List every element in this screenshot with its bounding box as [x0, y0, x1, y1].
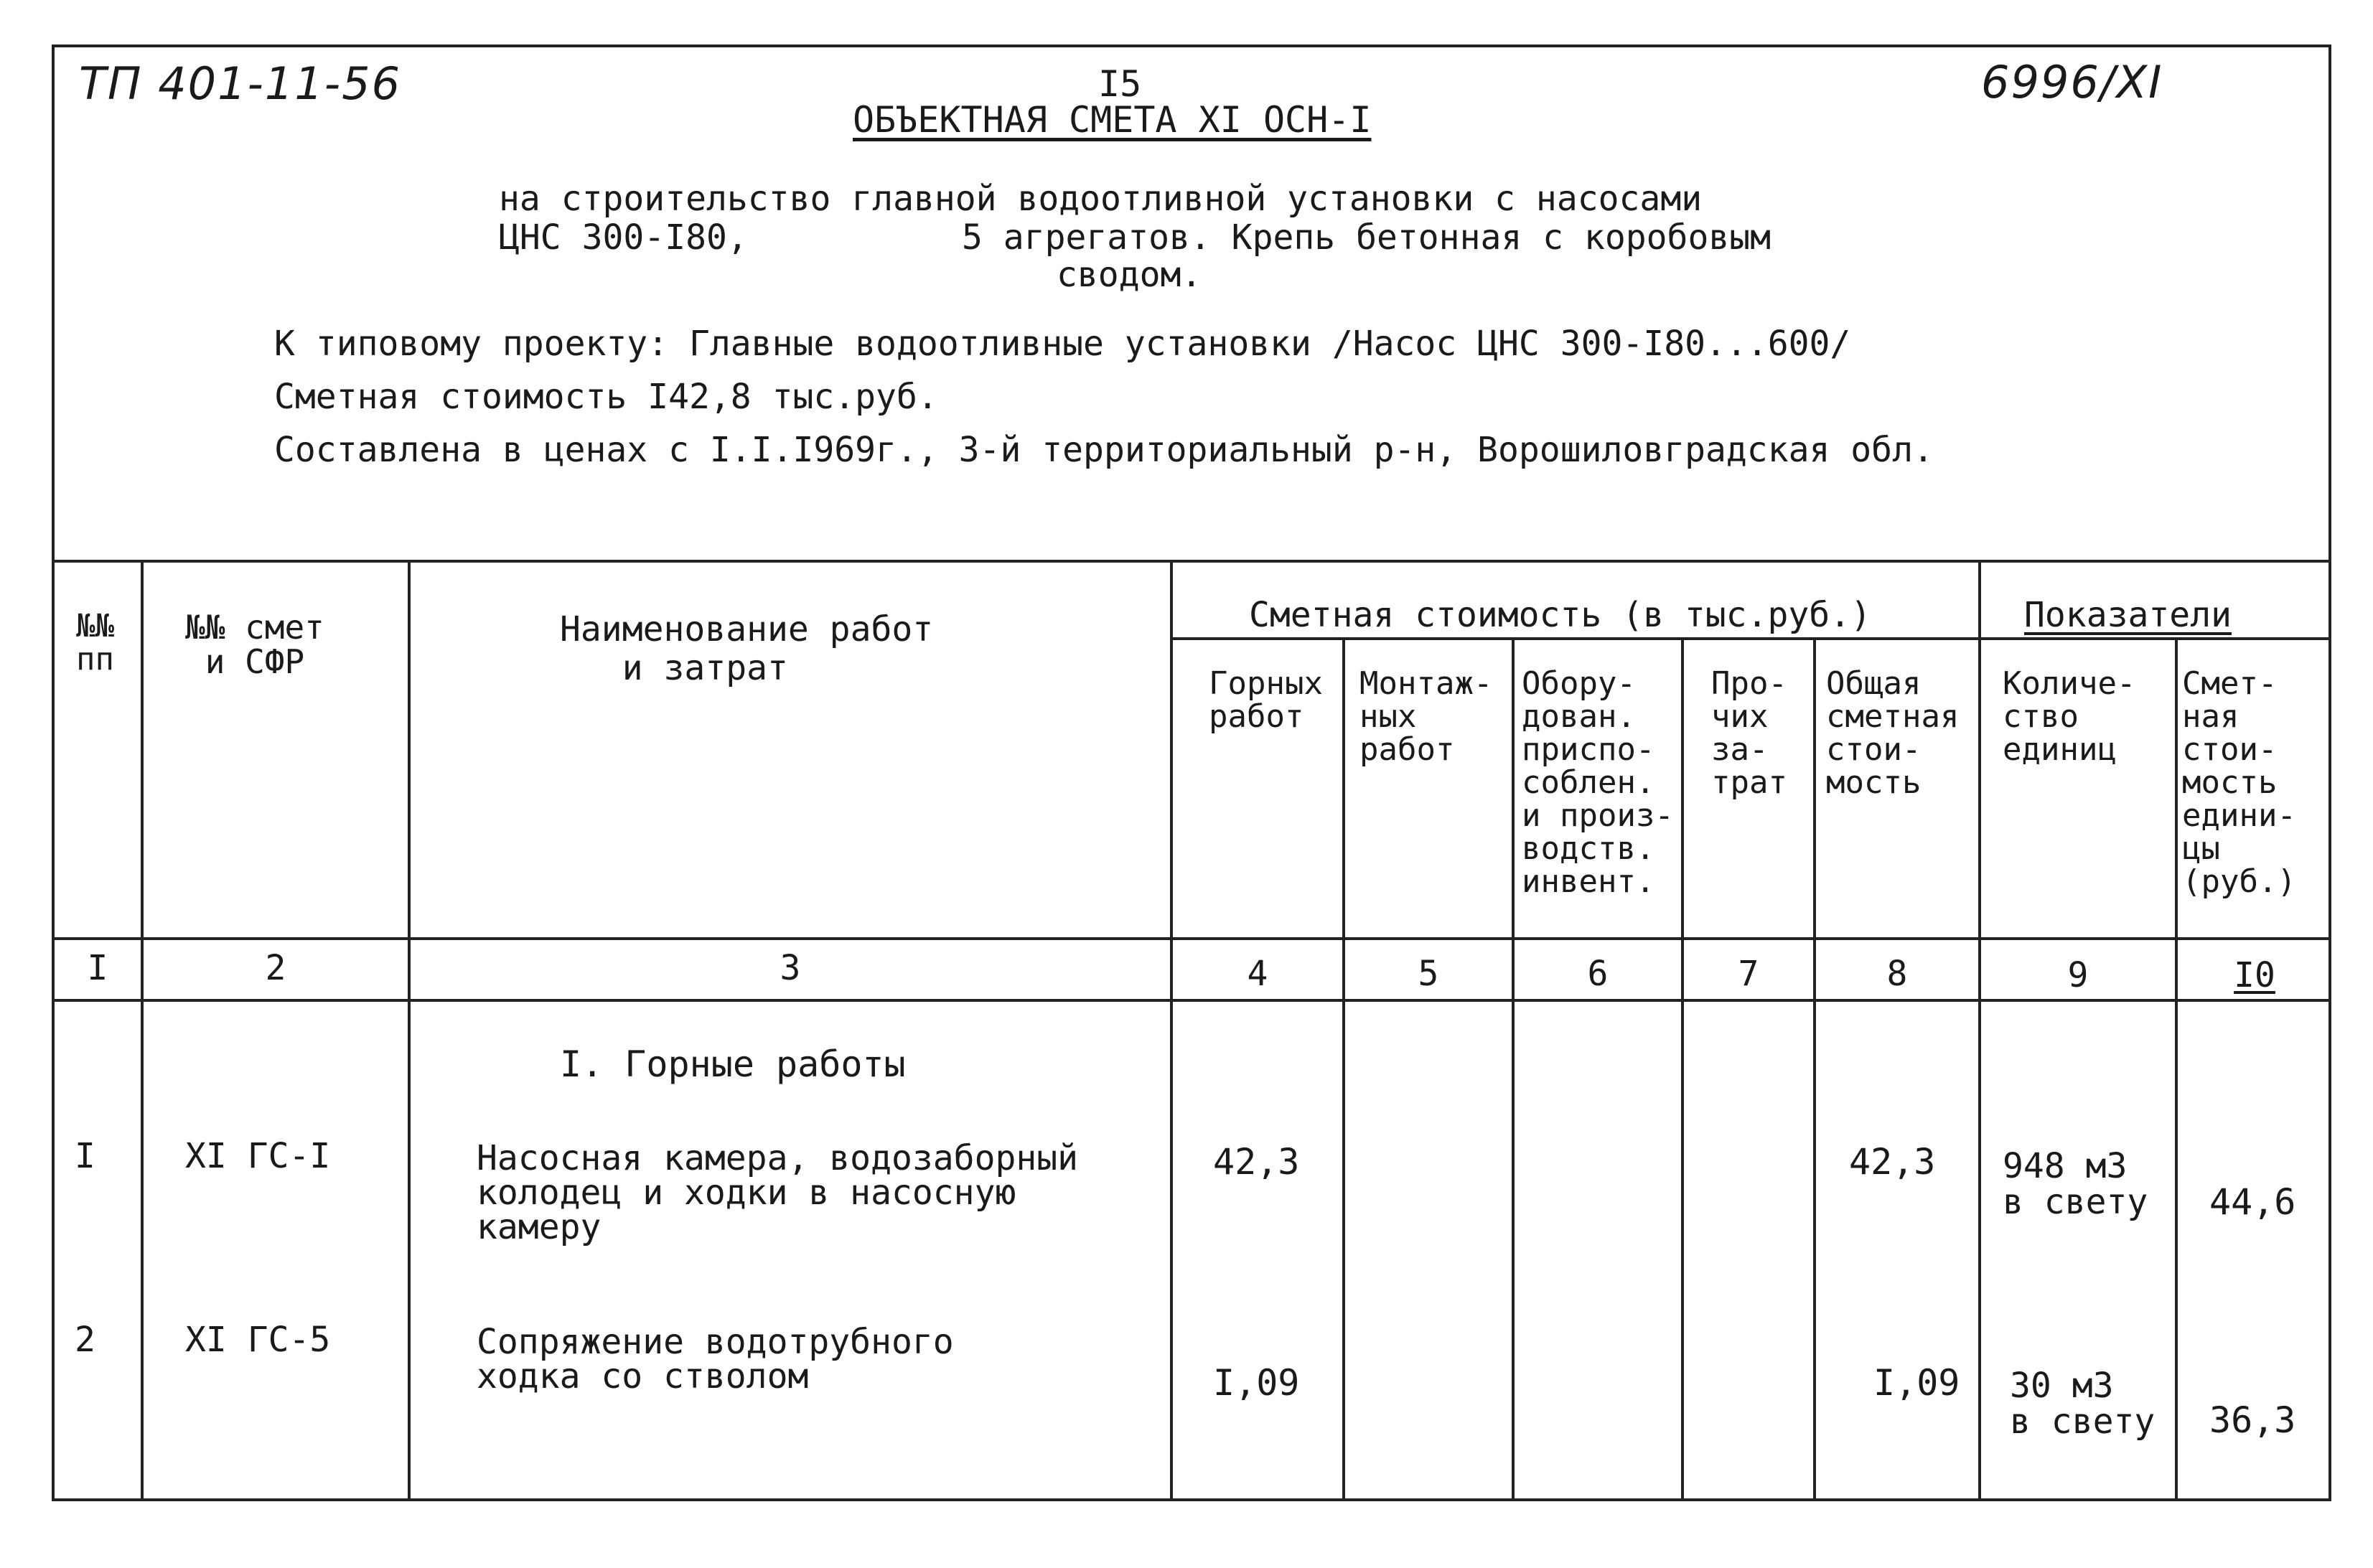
header-col-2: №№ смет и СФР: [185, 608, 324, 681]
row1-name: Насосная камера, водозаборный колодец и ходки в насосную камеру: [477, 1138, 1079, 1247]
table-top-border: [52, 560, 2331, 563]
document-title: ОБЪЕКТНАЯ СМЕТА XI ОСН-I: [853, 99, 1372, 141]
row1-mining: 42,3: [1213, 1141, 1300, 1183]
group-header-indicators: Показатели: [2024, 595, 2232, 635]
col-divider-8: [1978, 560, 1981, 1501]
subtitle-line3: сводом.: [1057, 255, 1202, 295]
header-col-7: Про- чих за- трат: [1711, 665, 1787, 801]
header-col-1: №№ пп: [76, 608, 114, 677]
col-number-10: I0: [2234, 955, 2275, 995]
sheet-code: 6996/XI: [1981, 56, 2163, 108]
col-divider-9: [2175, 637, 2178, 1501]
doc-number: ТП 401-11-56: [79, 57, 402, 110]
row1-qty: 948 м3 в свету: [2003, 1146, 2148, 1222]
col-divider-7: [1813, 637, 1816, 1501]
subtitle-line2b: 5 агрегатов. Крепь бетонная с коробовым: [962, 217, 1771, 258]
info-line1: К типовому проекту: Главные водоотливные установки /Насос ЦНС 300-I80...600/: [274, 324, 1851, 364]
col-divider-4: [1342, 637, 1345, 1501]
col-number-4: 4: [1247, 954, 1268, 994]
section-title: I. Горные работы: [560, 1043, 906, 1085]
row2-unit-cost: 36,3: [2209, 1399, 2296, 1441]
col-divider-6: [1681, 637, 1684, 1501]
header-col-3: Наименование работ и затрат: [560, 609, 934, 688]
col-number-1: I: [87, 948, 108, 988]
group-header-cost: Сметная стоимость (в тыс.руб.): [1249, 595, 1871, 635]
col-number-3: 3: [780, 948, 801, 988]
subtitle-line2a: ЦНС 300-I80,: [499, 217, 748, 258]
col-number-5: 5: [1418, 954, 1439, 994]
row1-unit-cost: 44,6: [2209, 1181, 2296, 1223]
header-bottom-border: [52, 937, 2331, 940]
col-number-2: 2: [265, 948, 286, 988]
header-col-5: Монтаж- ных работ: [1359, 665, 1493, 768]
row2-num: 2: [75, 1320, 95, 1360]
row2-mining: I,09: [1213, 1362, 1300, 1404]
col-number-9: 9: [2067, 955, 2089, 995]
row1-total: 42,3: [1849, 1141, 1936, 1183]
subtitle-line1: на строительство главной водоотливной установки с насосами: [499, 179, 1703, 219]
col-divider-1: [141, 560, 144, 1501]
row2-total: I,09: [1873, 1362, 1960, 1404]
col-divider-5: [1512, 637, 1515, 1501]
info-line3: Составлена в ценах с I.I.I969г., 3-й территориальный р-н, Ворошиловградская обл.: [274, 430, 1934, 470]
col-number-8: 8: [1886, 954, 1908, 994]
row2-code: XI ГС-5: [185, 1320, 331, 1360]
colnum-bottom-border: [52, 999, 2331, 1002]
col-number-6: 6: [1587, 954, 1609, 994]
row2-qty: 30 м3 в свету: [2010, 1366, 2156, 1442]
info-line2: Сметная стоимость I42,8 тыс.руб.: [274, 377, 938, 417]
col-divider-3: [1170, 560, 1173, 1501]
header-col-10: Смет- ная стои- мость едини- цы (руб.): [2182, 665, 2296, 900]
row1-code: XI ГС-I: [185, 1136, 331, 1176]
row2-name: Сопряжение водотрубного ходка со стволом: [477, 1322, 954, 1396]
header-col-4: Горных работ: [1209, 665, 1323, 735]
header-col-6: Обору- дован. приспо- соблен. и произ- водств. инвент.: [1522, 665, 1674, 900]
header-col-9: Количе- ство единиц: [2003, 665, 2136, 768]
col-divider-2: [408, 560, 411, 1501]
row1-num: I: [75, 1136, 95, 1176]
col-number-7: 7: [1738, 954, 1759, 994]
page-number: I5: [1098, 63, 1142, 105]
header-col-8: Общая сметная стои- мость: [1826, 665, 1960, 801]
